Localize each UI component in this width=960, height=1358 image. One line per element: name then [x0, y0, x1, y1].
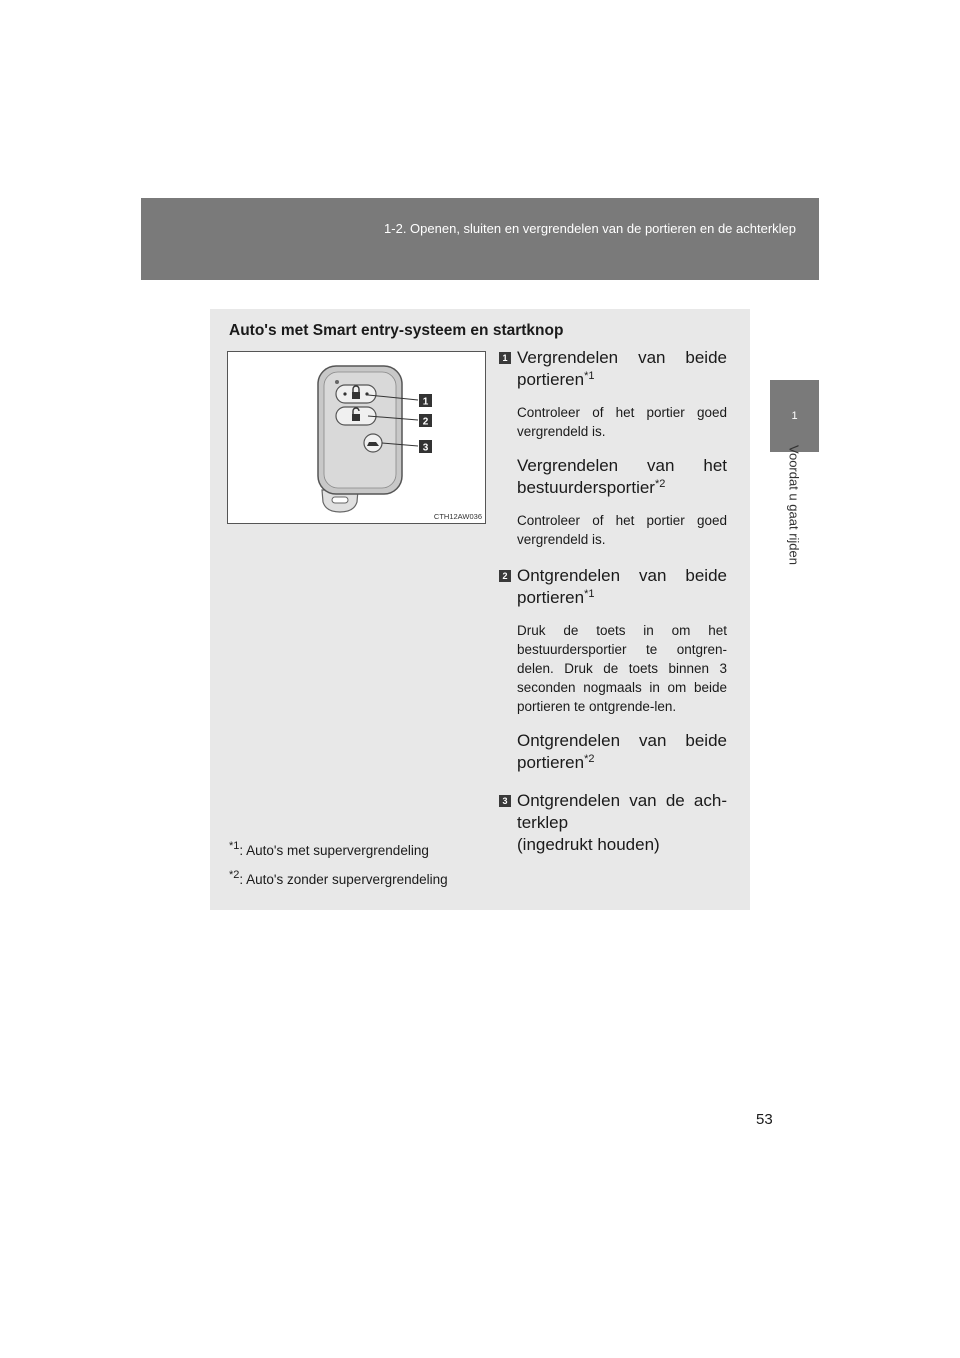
footnote-1 [229, 840, 429, 858]
footnote-text: : Auto's met supervergrendeling [239, 843, 429, 858]
footnote-text: : Auto's zonder supervergrendeling [239, 872, 448, 887]
callout-3: 3 [422, 442, 429, 454]
chapter-label: Voordat u gaat rijden [786, 445, 802, 565]
item-description: Druk de toets in om het bestuurdersportier te ontgren-delen. Druk de toets binnen 3 seconden nogmaals in om beide portieren te ontgrende-len. [517, 623, 727, 714]
item-title: Vergrendelen van het bestuurdersportier [517, 456, 727, 497]
item-title: Vergrendelen van beide portieren [517, 348, 727, 389]
item-number-1: 1 [499, 352, 511, 364]
item-description: Controleer of het portier goed vergrendeld is. [517, 513, 727, 547]
callout-1-badge [419, 394, 432, 408]
callout-2-badge [419, 414, 432, 428]
item-unlock-both-super [499, 565, 727, 609]
item-description: Controleer of het portier goed vergrendeld is. [517, 405, 727, 439]
footnote-mark: *1 [229, 840, 240, 852]
page-number: 53 [756, 1111, 773, 1128]
section-title: 1-2. Openen, sluiten en vergrendelen van de portieren en de achterklep [384, 221, 796, 236]
item-title: Ontgrendelen van de ach-terklep [517, 791, 727, 832]
item-lock-both [499, 347, 727, 391]
key-fob-figure [227, 351, 486, 524]
chapter-tab: 1 [770, 380, 819, 452]
figure-code: CTH12AW036 [433, 512, 482, 521]
instruction-column [499, 347, 727, 856]
item-footnote-mark: *2 [584, 753, 595, 765]
item-unlock-both-nosuper [499, 730, 727, 774]
callout-1: 1 [422, 396, 429, 408]
item-title: Ontgrendelen van beide portieren [517, 566, 727, 607]
key-fob-illustration [228, 352, 485, 523]
item-unlock-trunk [499, 790, 727, 856]
footnote-mark: *2 [229, 869, 240, 881]
section-header-band [141, 198, 819, 280]
footnote-2 [229, 869, 448, 887]
callout-2: 2 [422, 416, 429, 428]
callout-3-badge [419, 440, 432, 454]
item-title: Ontgrendelen van beide portieren [517, 731, 727, 772]
panel-title: Auto's met Smart entry-systeem en startknop [229, 322, 564, 339]
item-footnote-mark: *1 [584, 370, 595, 382]
item-footnote-mark: *1 [584, 588, 595, 600]
item-lock-driver [499, 455, 727, 499]
item-number-2: 2 [499, 570, 511, 582]
info-panel [210, 309, 750, 910]
item-number-3: 3 [499, 795, 511, 807]
item-note: (ingedrukt houden) [517, 835, 660, 854]
item-footnote-mark: *2 [654, 478, 666, 490]
